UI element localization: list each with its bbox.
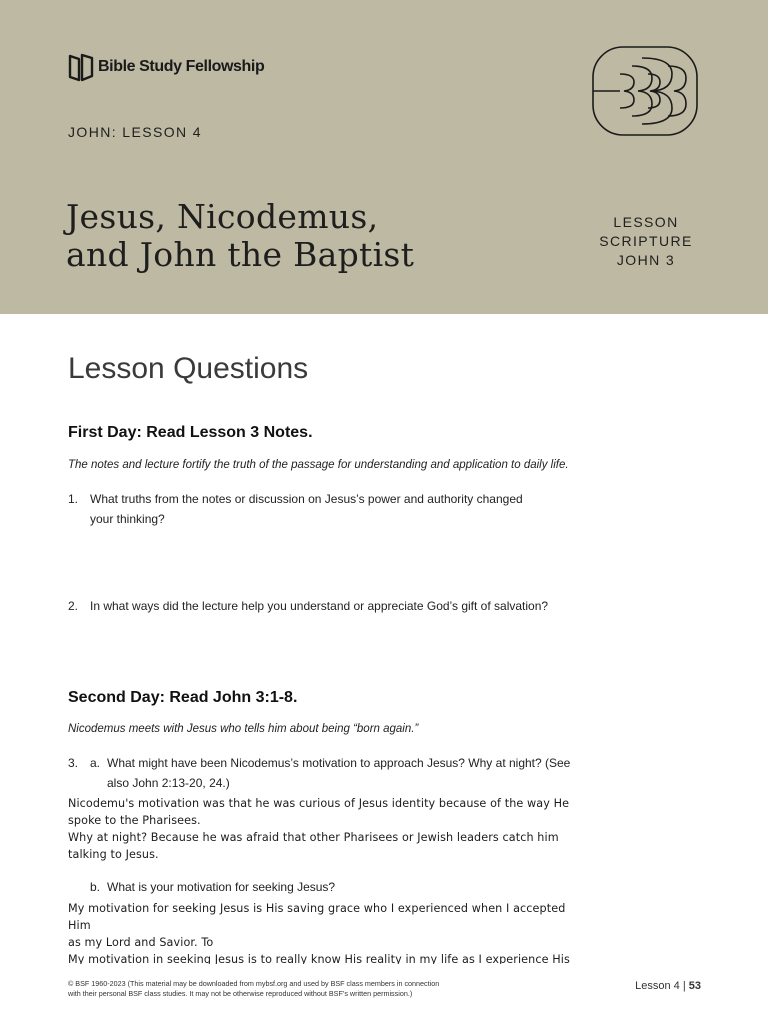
scripture-line: SCRIPTURE xyxy=(599,233,693,249)
answer-line: Nicodemu's motivation was that he was curious of Jesus identity because of the way He xyxy=(68,797,570,810)
second-day-heading: Second Day: Read John 3:1-8. xyxy=(68,689,298,706)
answer-line: Why at night? Because he was afraid that other Pharisees or Jewish leaders catch him xyxy=(68,831,559,844)
scripture-line: JOHN 3 xyxy=(616,252,676,268)
page-indicator xyxy=(635,980,701,992)
answer-line: My motivation for seeking Jesus is His saving grace who I experienced when I accepted Him xyxy=(68,902,566,932)
question-line: also John 2:13-20, 24.) xyxy=(107,776,230,790)
question-number: 3. xyxy=(68,756,79,770)
question-1 xyxy=(68,489,588,529)
bible-book-icon xyxy=(68,52,94,82)
answer-line: My motivation in seeking Jesus is to really know His reality in my life as I experience His xyxy=(68,953,570,964)
answer-line: talking to Jesus. xyxy=(68,848,159,861)
question-letter: b. xyxy=(90,880,101,894)
answer-line: as my Lord and Savior. To xyxy=(68,936,214,949)
copyright-line: with their personal BSF class studies. It may not be otherwise reproduced without BSF’s written permission.) xyxy=(68,989,413,998)
question-text: What is your motivation for seeking Jesus? xyxy=(107,880,336,894)
question-line: What might have been Nicodemus’s motivation to approach Jesus? Why at night? (See xyxy=(107,756,571,770)
scripture-line: LESSON xyxy=(613,214,679,230)
bible-emblem-icon xyxy=(590,44,700,138)
question-3b xyxy=(90,877,570,897)
question-2 xyxy=(68,596,588,616)
question-line: In what ways did the lecture help you understand or appreciate God’s gift of salvation? xyxy=(90,599,549,613)
question-3a xyxy=(68,753,588,793)
second-day-intro: Nicodemus meets with Jesus who tells him about being “born again.” xyxy=(68,723,419,735)
answer-3b xyxy=(68,900,588,964)
question-number: 1. xyxy=(68,492,79,506)
first-day-intro: The notes and lecture fortify the truth of the passage for understanding and application to daily life. xyxy=(68,459,569,471)
lesson-title-line: Jesus, Nicodemus, xyxy=(66,197,379,236)
lesson-header xyxy=(0,0,768,314)
first-day-heading: First Day: Read Lesson 3 Notes. xyxy=(68,424,313,441)
question-line: What truths from the notes or discussion on Jesus’s power and authority changed xyxy=(90,492,523,506)
lesson-scripture xyxy=(590,213,702,270)
lesson-label: JOHN: LESSON 4 xyxy=(68,124,202,140)
answer-line: spoke to the Pharisees. xyxy=(68,814,201,827)
question-text xyxy=(90,489,523,529)
bsf-logo xyxy=(68,52,264,82)
lesson-title-line: and John the Baptist xyxy=(66,235,415,274)
page-label: Lesson 4 | xyxy=(635,980,686,992)
section-title: Lesson Questions xyxy=(68,352,309,385)
question-letter: a. xyxy=(90,756,101,770)
lesson-title xyxy=(66,198,414,274)
copyright-line: © BSF 1960-2023 (This material may be downloaded from mybsf.org and used by BSF class members in connection xyxy=(68,979,440,988)
question-number: 2. xyxy=(68,599,79,613)
copyright-notice xyxy=(68,979,488,999)
answer-3a xyxy=(68,795,588,863)
brand-name: Bible Study Fellowship xyxy=(98,58,265,75)
question-line: your thinking? xyxy=(90,512,165,526)
question-text xyxy=(107,753,570,793)
page-number: 53 xyxy=(688,980,701,992)
